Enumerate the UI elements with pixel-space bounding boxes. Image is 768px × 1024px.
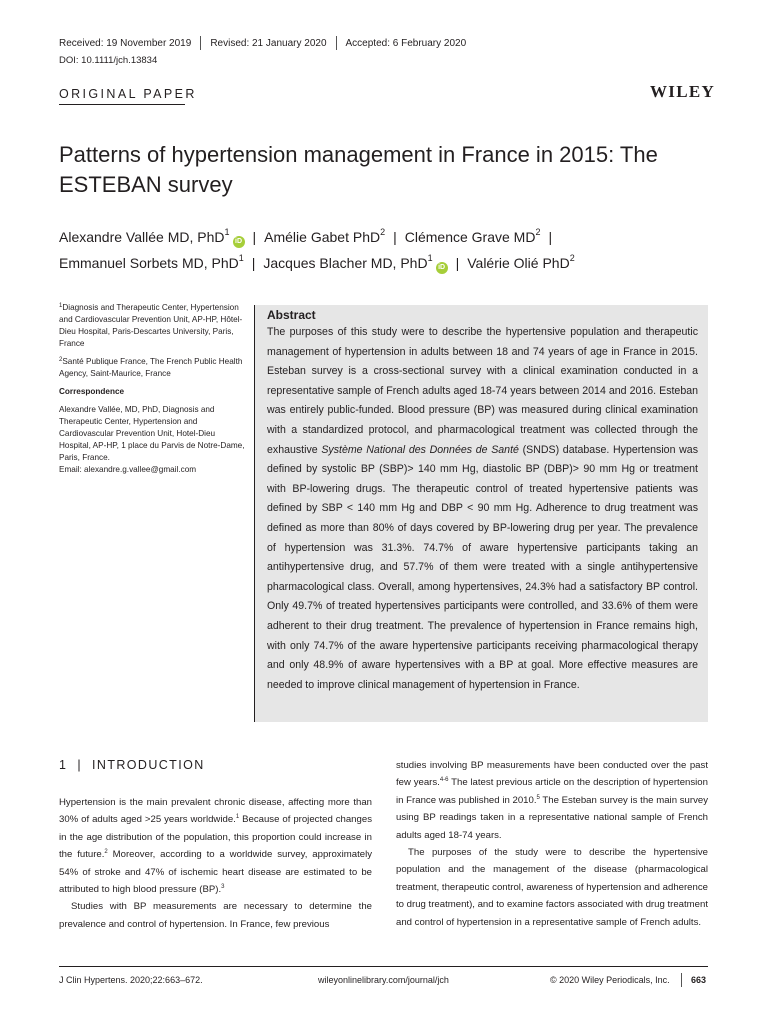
- paragraph: The purposes of the study were to describe the hypertensive population and the management of the disease (pharmacological treatment, therapeutic control, awareness of hypertension and adherence to drug treatment), and to examine factors associated with drug treatment and control of hypertension in a representative sample of French adults.: [396, 847, 708, 928]
- date-divider: [200, 36, 201, 50]
- body-column-right: [396, 757, 708, 931]
- citation-ref[interactable]: 2: [104, 849, 108, 856]
- correspondence-email[interactable]: Email: alexandre.g.vallee@gmail.com: [59, 465, 197, 474]
- author[interactable]: Amélie Gabet PhD$^2$: [264, 227, 386, 245]
- author-list: Alexandre Vallée MD, PhD$^1$iD | Amélie Gabet PhD$^2$ | Clémence Grave $MD^2$ | Emmanuel Sorbets MD, PhD$^1$ | Jacques Blacher MD, PhD$^1$iD | Valérie Olié PhD$^2$: [59, 224, 719, 276]
- citation-ref[interactable]: 4-6: [439, 777, 449, 784]
- author[interactable]: Jacques Blacher MD, PhD$^1$iD: [263, 255, 447, 271]
- orcid-icon[interactable]: iD: [233, 236, 245, 248]
- section-rule: [59, 104, 185, 105]
- page-number: 663: [691, 975, 707, 985]
- article-title: Patterns of hypertension management in France in 2015: The ESTEBAN survey: [59, 142, 658, 197]
- citation-ref[interactable]: 5: [536, 794, 540, 801]
- orcid-icon[interactable]: iD: [436, 262, 448, 274]
- date-divider: [336, 36, 337, 50]
- affiliations: [59, 302, 249, 482]
- revised-date: Revised: 21 January 2020: [210, 37, 327, 49]
- journal-citation: J Clin Hypertens. 2020;22:663–672.: [59, 975, 203, 985]
- author[interactable]: Valérie Olié PhD$^2$: [467, 253, 575, 271]
- copyright: © 2020 Wiley Periodicals, Inc.: [550, 975, 670, 985]
- abstract-box: [254, 305, 708, 722]
- author[interactable]: Alexandre Vallée MD, PhD$^1$iD: [59, 229, 245, 245]
- abstract-text: The purposes of this study were to describe the hypertensive population and therapeutic management of hypertension in adults between 18 and 74 years of age in France in 2015. Esteban survey is a cross-sectional survey with a clinical examination conducted in a representative sample of French adults aged 18-74 years between 2014 and 2016. Esteban was entirely public-funded. Blood pressure (BP) was measured during clinical examination with a standardized protocol, and pharmacological treatment was collected through the exhaustive Système National des Données de Santé (SNDS) database. Hypertension was defined by systolic BP (SBP)> 140 mm Hg, diastolic BP (DBP)> 90 mm Hg or treatment with BP-lowering drugs. The therapeutic control of treated hypertensive patients was defined by SBP < 140 mm Hg and DBP < 90 mm Hg. Adherence to drug treatment was defined as more than 80% of days covered by BP-lowering drug per year. The prevalence of hypertension was 31.3%. 74.7% of aware hypertensive participants taking an antihypertensive drug, and 57.7% of them were treated with a single antihypertensive pharmacological class. Overall, among hypertensives, 24.3% had a satisfactory BP control. Only 49.7% of treated hypertensives participants were controlled, and 33.6% of them were adherent to their drug treatment. The prevalence of hypertension in France remains high, with only 74.7% of the aware hypertensive participants receiving pharmacological therapy and only 48.9% of aware hypertensives with a BP at goal. More effective measures are needed to improve clinical management of hypertension in France.: [267, 326, 698, 691]
- citation-ref[interactable]: 3: [221, 884, 225, 891]
- accepted-date: Accepted: 6 February 2020: [345, 37, 467, 49]
- paragraph: Studies with BP measurements are necessary to determine the prevalence and control of hypertension. In France, few previous: [59, 901, 372, 930]
- article-dates: [59, 36, 466, 50]
- correspondence-heading: Correspondence: [59, 387, 125, 396]
- correspondence-address: Alexandre Vallée, MD, PhD, Diagnosis and Therapeutic Center, Hypertension and Cardiovascular Prevention Unit, Hotel-Dieu Hospital, AP-HP, 1 place du Parvis de Notre-Dame, Paris, France.: [59, 405, 245, 462]
- author[interactable]: Clémence Grave $MD^2$: [404, 227, 541, 245]
- abstract-heading: Abstract: [267, 308, 316, 322]
- journal-url[interactable]: wileyonlinelibrary.com/journal/jch: [318, 975, 449, 985]
- footer-divider: [681, 973, 682, 987]
- section-type: ORIGINAL PAPER: [59, 87, 197, 101]
- received-date: Received: 19 November 2019: [59, 37, 192, 49]
- introduction-heading: 1 | INTRODUCTION: [59, 758, 205, 772]
- paragraph: Hypertension is the main prevalent chronic disease, affecting more than 30% of adults aged >25 years worldwide.$^1$ Because of projected changes in the age distribution of the population, this proportion could increase in the future.$^2$ Moreover, according to a worldwide survey, approximately 54% of stroke and 47% of ischemic heart disease are estimated to be attributed to high blood pressure (BP).$^3$: [59, 797, 372, 896]
- body-column-left: [59, 794, 372, 933]
- affiliation-2: $^2$Santé Publique France, The French Public Health Agency, Saint-Maurice, France: [59, 357, 243, 378]
- affiliation-1: $^1$Diagnosis and Therapeutic Center, Hypertension and Cardiovascular Prevention Unit, AP-HP, Hôtel-Dieu Hospital, Paris-Descartes University, Paris, France: [59, 303, 243, 348]
- footer-rule: [59, 966, 708, 967]
- publisher-logo[interactable]: WILEY: [650, 82, 716, 101]
- paragraph: studies involving BP measurements have been conducted over the past few years.$^{4-6}$ The latest previous article on the description of hypertension in France was published in 2010.$^5$ The Esteban survey is the main survey using BP readings taken in a representative national sample of French adults aged 18-74 years.: [396, 760, 708, 841]
- author[interactable]: Emmanuel Sorbets MD, PhD$^1$: [59, 253, 244, 271]
- doi[interactable]: DOI: 10.1111/jch.13834: [59, 55, 158, 66]
- citation-ref[interactable]: 1: [235, 814, 240, 821]
